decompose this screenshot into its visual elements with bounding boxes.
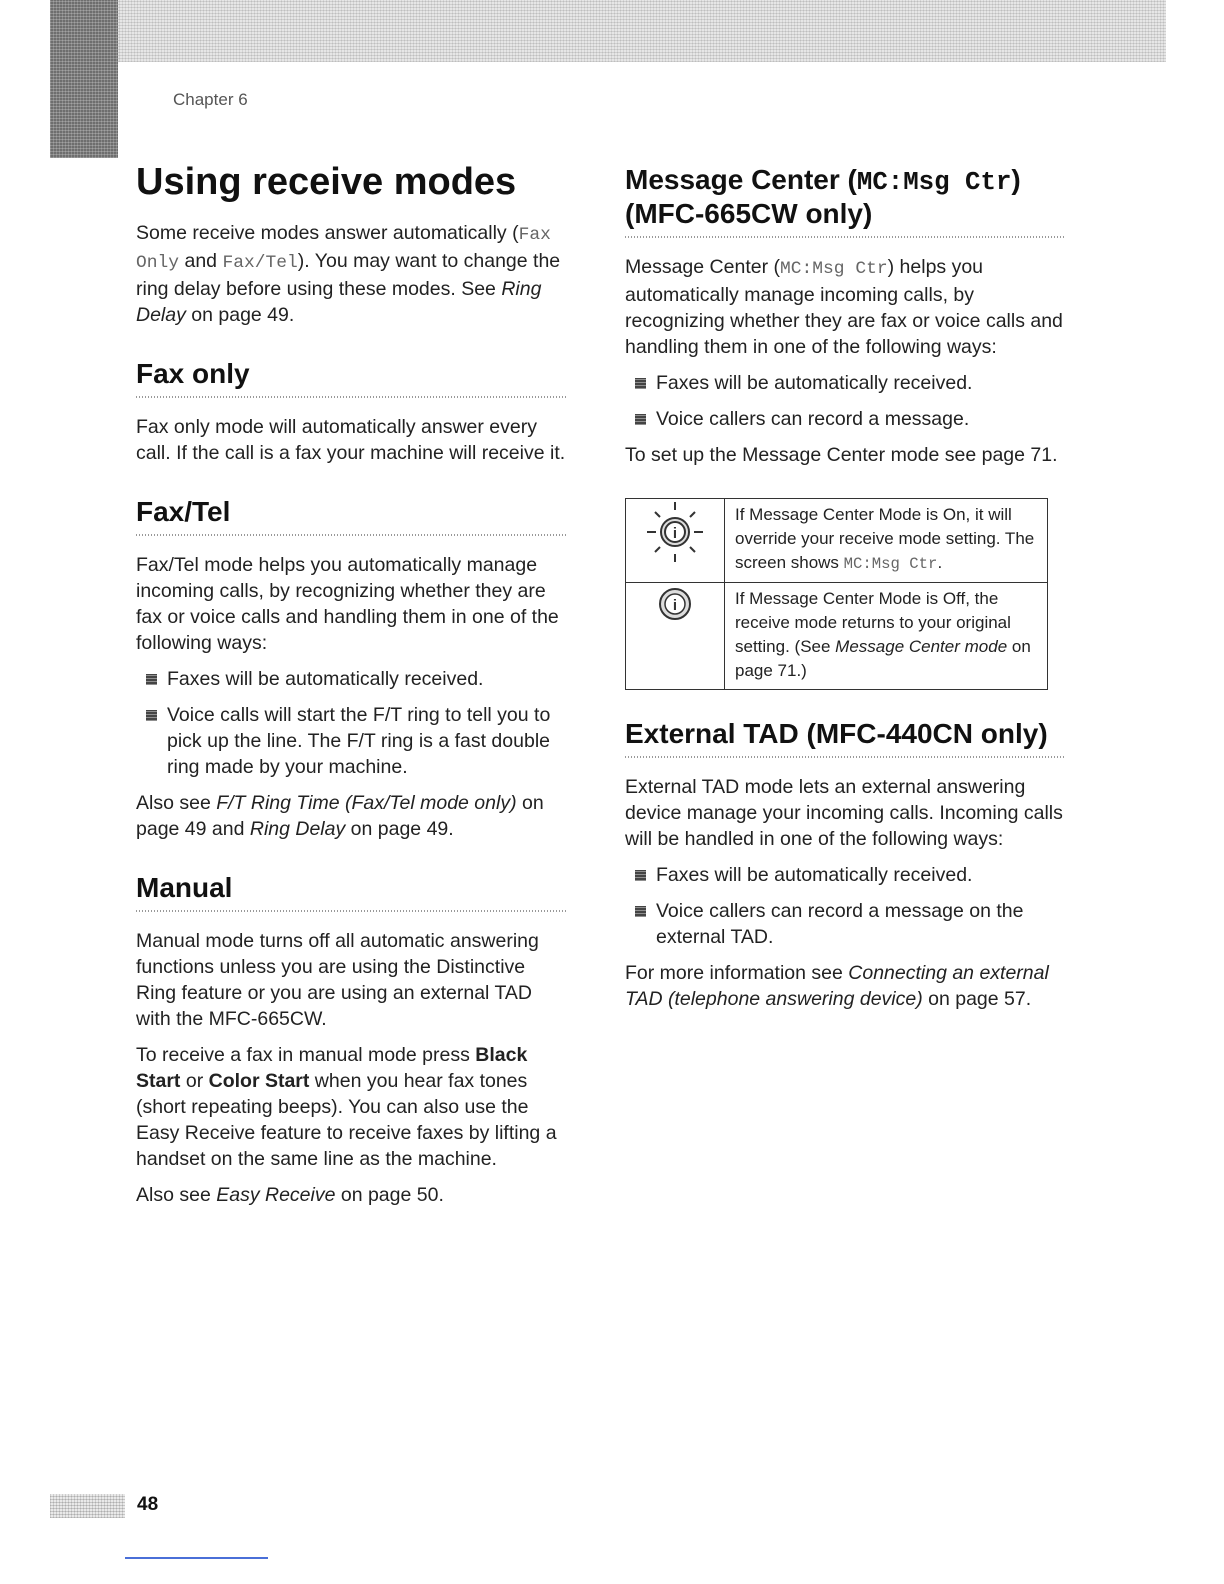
fax-only-body: Fax only mode will automatically answer every call. If the call is a fax your machine will receive it. xyxy=(136,415,566,464)
bullet-icon xyxy=(146,710,157,721)
svg-text:i: i xyxy=(672,596,678,614)
ft-ring-time-ref: F/T Ring Time (Fax/Tel mode only) xyxy=(216,791,517,814)
connecting-external-tad-ref: Connecting an external TAD (telephone answering device) xyxy=(625,962,1049,1010)
manual-text-3: when you hear fax tones (short repeating beeps). You can also use the Easy Receive feature to receive faxes by lifting a handset on the same line as the machine. xyxy=(136,1070,557,1171)
more-text-1: For more information see xyxy=(625,962,849,984)
list-item-text: Voice callers can record a message on the external TAD. xyxy=(656,900,1024,948)
message-center-list xyxy=(625,370,1065,432)
fax-tel-body: Fax/Tel mode helps you automatically manage incoming calls, by recognizing whether they are fax or voice calls and handling them in one of the following ways: xyxy=(136,553,559,654)
page-number: 48 xyxy=(137,1494,159,1515)
intro-text-4: on page 49. xyxy=(185,303,295,326)
note-text-1 xyxy=(725,498,1048,582)
intro-text-3: ). You may want to change the ring delay before using these modes. See xyxy=(136,249,561,300)
manual-text-2: or xyxy=(180,1070,209,1093)
note-text-2 xyxy=(725,582,1048,689)
message-center-heading xyxy=(625,164,1065,238)
mc-body-text-1: Message Center ( xyxy=(625,255,780,278)
mc-title-text-2: ) (MFC-665CW only) xyxy=(625,164,1021,229)
mc-title-text-1: Message Center ( xyxy=(625,164,857,195)
left-column xyxy=(136,160,566,1218)
header-pattern-band xyxy=(50,0,1166,62)
code-fax-only: Fax Only xyxy=(136,224,551,273)
color-start-key: Color Start xyxy=(208,1070,310,1093)
ring-delay-ref: Ring Delay xyxy=(249,817,346,840)
manual-also xyxy=(136,1182,566,1208)
list-item-text: Voice callers can record a message. xyxy=(656,407,970,430)
note-icon-cell xyxy=(626,582,725,689)
ring-delay-ref: Ring Delay xyxy=(136,277,542,326)
easy-receive-ref: Easy Receive xyxy=(216,1184,336,1207)
also-text-1: Also see xyxy=(136,791,217,814)
list-item xyxy=(625,370,1065,396)
intro-text-2: and xyxy=(179,249,223,272)
note2-text-2: on page 71.) xyxy=(735,636,1031,680)
external-tad-heading: External TAD (MFC-440CN only) xyxy=(625,718,1065,758)
mc-body-text-2: ) helps you automatically manage incoming calls, by recognizing whether they are fax or voice calls and handling them in one of the following ways: xyxy=(625,255,1063,358)
list-item xyxy=(625,862,1065,888)
message-center-mode-ref: Message Center mode xyxy=(835,636,1008,656)
right-column xyxy=(625,160,1065,1022)
important-lightbulb-icon xyxy=(645,500,705,564)
external-tad-more xyxy=(625,960,1065,1012)
fax-tel-also xyxy=(136,790,566,842)
fax-tel-heading: Fax/Tel xyxy=(136,496,566,536)
note-table xyxy=(625,498,1048,690)
also-text-2: on page 50. xyxy=(335,1184,444,1207)
bullet-icon xyxy=(635,378,646,389)
bullet-icon xyxy=(635,870,646,881)
list-item-text: Faxes will be automatically received. xyxy=(167,667,484,690)
also-text-1: Also see xyxy=(136,1184,217,1207)
manual-receive-paragraph xyxy=(136,1042,566,1172)
intro-text-1: Some receive modes answer automatically ( xyxy=(136,221,519,244)
message-center-setup: To set up the Message Center mode see page 71. xyxy=(625,443,1058,466)
list-item xyxy=(625,406,1065,432)
black-start-key: Black Start xyxy=(136,1044,528,1093)
fax-only-heading: Fax only xyxy=(136,358,566,398)
note-icon xyxy=(655,584,695,624)
bottom-rule xyxy=(125,1557,268,1559)
bullet-icon xyxy=(146,674,157,685)
note2-text-1: If Message Center Mode is Off, the receive mode returns to your original setting. (See xyxy=(735,588,1011,656)
manual-heading: Manual xyxy=(136,872,566,912)
fax-tel-list xyxy=(136,666,566,780)
external-tad-list xyxy=(625,862,1065,950)
bullet-icon xyxy=(635,414,646,425)
list-item-text: Faxes will be automatically received. xyxy=(656,864,973,886)
note1-text-1: If Message Center Mode is On, it will override your receive mode setting. The screen shows xyxy=(735,504,1035,572)
chapter-tab-block xyxy=(50,0,118,158)
code-fax-tel: Fax/Tel xyxy=(222,252,298,273)
note1-text-2: . xyxy=(937,552,943,572)
mc-body-code: MC:Msg Ctr xyxy=(779,258,888,279)
bullet-icon xyxy=(635,906,646,917)
message-center-body xyxy=(625,254,1065,360)
also-text-3: on page 49. xyxy=(345,817,454,840)
manual-body: Manual mode turns off all automatic answering functions unless you are using the Distinctive Ring feature or you are using an external TAD with the MFC-665CW. xyxy=(136,930,539,1031)
chapter-label: Chapter 6 xyxy=(173,90,248,109)
footer-pattern xyxy=(50,1494,125,1518)
manual-text-1: To receive a fax in manual mode press xyxy=(136,1044,476,1067)
mc-title-code: MC:Msg Ctr xyxy=(856,168,1012,197)
list-item-text: Faxes will be automatically received. xyxy=(656,371,973,394)
note-icon-cell xyxy=(626,498,725,582)
list-item xyxy=(625,898,1065,950)
external-tad-body: External TAD mode lets an external answering device manage your incoming calls. Incoming calls will be handled in one of the following ways: xyxy=(625,776,1063,850)
list-item xyxy=(136,702,566,780)
also-text-2: on page 49 and xyxy=(136,791,544,840)
svg-text:i: i xyxy=(672,524,678,542)
list-item-text: Voice calls will start the F/T ring to tell you to pick up the line. The F/T ring is a fast double ring made by your machine. xyxy=(167,703,551,778)
note-row xyxy=(626,582,1048,689)
page-title: Using receive modes xyxy=(136,161,517,203)
note-row xyxy=(626,498,1048,582)
intro-paragraph xyxy=(136,220,566,328)
note1-code: MC:Msg Ctr xyxy=(843,554,938,573)
list-item xyxy=(136,666,566,692)
more-text-2: on page 57. xyxy=(922,988,1032,1010)
